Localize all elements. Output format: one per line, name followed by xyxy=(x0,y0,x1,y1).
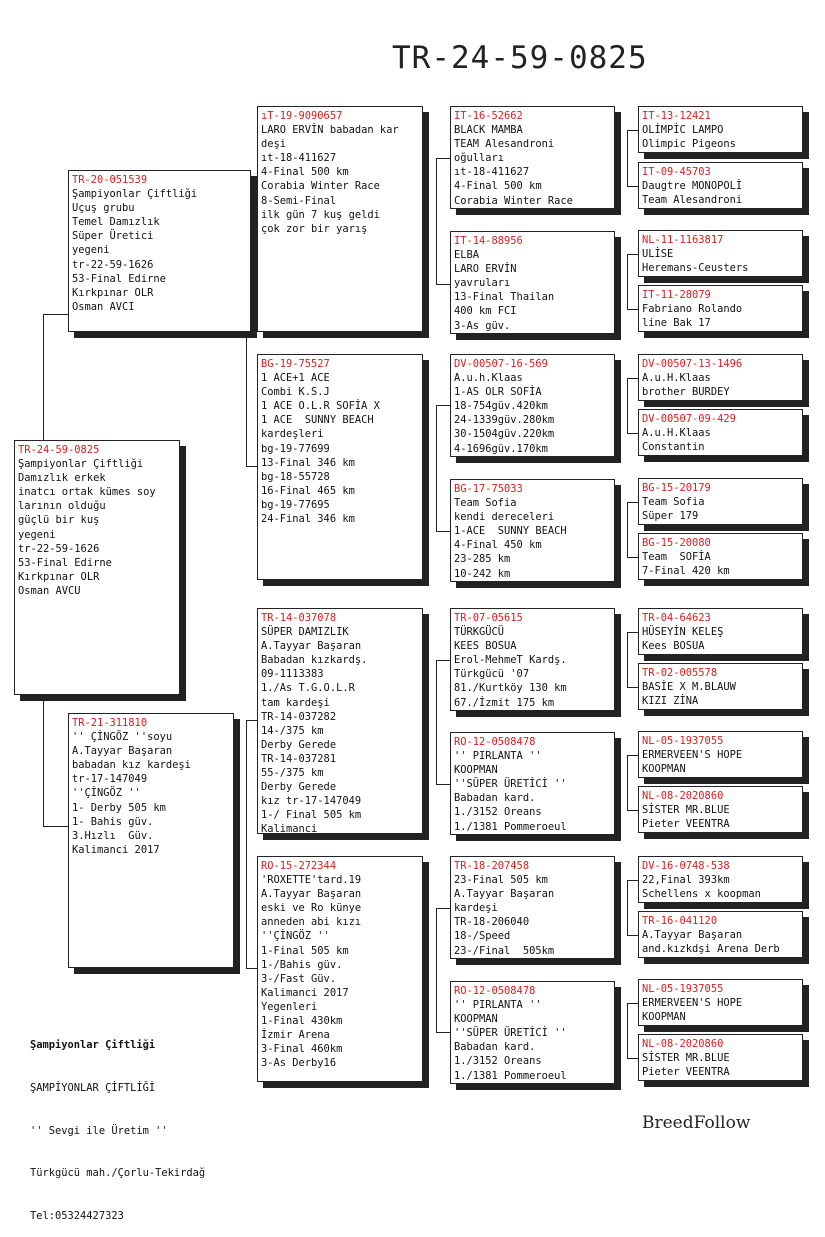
ring-number: DV-00507-13-1496 xyxy=(642,358,743,370)
card-line: 14-/375 km xyxy=(261,724,324,737)
card-g3-7[interactable] xyxy=(450,856,615,959)
card-line: Heremans-Ceusters xyxy=(642,262,749,275)
card-sire[interactable] xyxy=(68,170,251,332)
connector-line xyxy=(436,660,437,784)
connector-line xyxy=(627,130,628,186)
card-line: A.Tayyar Başaran xyxy=(72,745,173,758)
card-line: tam kardeşi xyxy=(261,696,330,709)
card-line: oğulları xyxy=(454,152,505,165)
connector-line xyxy=(627,687,638,688)
card-line: bg-19-77699 xyxy=(261,442,330,455)
card-line: ERMERVEEN'S HOPE xyxy=(642,997,743,1010)
breeder-name: Şampiyonlar Çiftliği xyxy=(30,1039,156,1052)
card-g3-2[interactable] xyxy=(450,231,615,334)
connector-line xyxy=(627,632,628,687)
card-line: deşi xyxy=(261,138,287,151)
card-line: kız tr-17-147049 xyxy=(261,795,362,808)
card-line: kardeşi xyxy=(454,902,498,915)
connector-line xyxy=(436,158,450,159)
card-g4-13[interactable] xyxy=(638,856,803,903)
card-line: Kees BOSUA xyxy=(642,640,705,653)
connector-line xyxy=(436,1032,450,1033)
ring-number: TR-14-037078 xyxy=(261,612,337,624)
card-line: A.u.H.Klaas xyxy=(642,372,711,385)
card-g4-6[interactable] xyxy=(638,409,803,456)
card-line: 24-1339güv.280km xyxy=(454,414,555,427)
card-g4-14[interactable] xyxy=(638,911,803,958)
card-g3-4[interactable] xyxy=(450,479,615,582)
ring-number: IT-13-12421 xyxy=(642,110,711,122)
ring-number: TR-18-207458 xyxy=(454,860,530,872)
connector-line xyxy=(436,784,450,785)
card-line: bg-18-55728 xyxy=(261,470,330,483)
connector-line xyxy=(627,309,638,310)
card-g3-6[interactable] xyxy=(450,732,615,835)
card-line: 23-285 km xyxy=(454,553,511,566)
card-line: 1./As T.G.O.L.R xyxy=(261,682,355,695)
card-line: '' PIRLANTA '' xyxy=(454,750,542,763)
card-line: Team Alesandroni xyxy=(642,194,743,207)
card-line: ''SÜPER ÜRETİCİ '' xyxy=(454,778,567,791)
card-line: OLİMPİC LAMPO xyxy=(642,124,724,137)
connector-line xyxy=(627,433,638,434)
card-line: 1-/ Final 505 km xyxy=(261,809,362,822)
card-line: 1 ACE SUNNY BEACH xyxy=(261,414,374,427)
card-line: ''ÇİNGÖZ '' xyxy=(72,787,141,800)
card-line: ''SÜPER ÜRETİCİ '' xyxy=(454,1027,567,1040)
card-line: Osman AVCI xyxy=(72,300,135,313)
connector-line xyxy=(627,632,638,633)
connector-line xyxy=(246,466,257,467)
connector-line xyxy=(627,502,628,557)
card-g4-16[interactable] xyxy=(638,1034,803,1081)
card-line: 1-ACE SUNNY BEACH xyxy=(454,525,567,538)
card-line: TR-14-037282 xyxy=(261,710,337,723)
card-line: ULİSE xyxy=(642,248,674,261)
connector-line xyxy=(627,378,628,433)
connector-line xyxy=(627,880,638,881)
card-line: Derby Gerede xyxy=(261,738,337,751)
card-g4-10[interactable] xyxy=(638,663,803,710)
card-line: A.Tayyar Başaran xyxy=(261,888,362,901)
card-line: 18-/Speed xyxy=(454,930,511,943)
ring-number: TR-04-64623 xyxy=(642,612,711,624)
card-line: 23-Final 505 km xyxy=(454,874,548,887)
card-line: inatcı ortak kümes soy xyxy=(18,486,156,499)
card-line: yegeni xyxy=(72,244,110,257)
card-line: 53-Final Edirne xyxy=(18,556,112,569)
card-line: Kalimanci xyxy=(261,823,318,834)
card-line: kardeşleri xyxy=(261,428,324,441)
card-line: Uçuş grubu xyxy=(72,202,135,215)
ring-number: NL-08-2020860 xyxy=(642,1038,724,1050)
card-dam[interactable] xyxy=(68,713,234,968)
connector-line xyxy=(436,158,437,284)
card-line: BASİE X M.BLAUW xyxy=(642,681,736,694)
connector-line xyxy=(627,755,628,810)
card-line: tr-17-147049 xyxy=(72,773,148,786)
ring-number: TR-20-051539 xyxy=(72,174,148,186)
card-line: ilk gün 7 kuş geldi xyxy=(261,208,380,221)
card-line: 24-Final 346 km xyxy=(261,513,355,526)
connector-line xyxy=(627,557,638,558)
card-line: ERMERVEEN'S HOPE xyxy=(642,749,743,762)
ring-number: BG-19-75527 xyxy=(261,358,330,370)
connector-line xyxy=(627,935,638,936)
card-line: İzmir Arena xyxy=(261,1029,330,1042)
connector-line xyxy=(627,186,638,187)
card-line: Babadan kızkardş. xyxy=(261,654,368,667)
card-line: Combi K.S.J xyxy=(261,386,330,399)
card-line: line Bak 17 xyxy=(642,317,711,330)
card-line: KOOPMAN xyxy=(642,763,686,776)
card-line: '' PIRLANTA '' xyxy=(454,999,542,1012)
card-line: A.Tayyar Başaran xyxy=(642,929,743,942)
card-line: Kırkpınar OLR xyxy=(72,286,154,299)
ring-number: BG-15-20080 xyxy=(642,537,711,549)
card-line: Olimpic Pigeons xyxy=(642,138,736,151)
card-line: babadan kız kardeşi xyxy=(72,759,191,772)
card-line: anneden abi kızı xyxy=(261,916,362,929)
ring-number: BG-17-75033 xyxy=(454,483,523,495)
ring-number: RO-12-0508478 xyxy=(454,985,536,997)
card-line: bg-19-77695 xyxy=(261,498,330,511)
card-line: 16-Final 465 km xyxy=(261,484,355,497)
card-line: tr-22-59-1626 xyxy=(18,542,100,555)
breeder-address: Türkgücü mah./Çorlu-Tekirdağ xyxy=(30,1167,206,1180)
card-line: Kalimanci 2017 xyxy=(261,986,349,999)
card-line: Schellens x koopman xyxy=(642,888,761,901)
connector-line xyxy=(436,405,437,531)
card-line: 3.Hızlı Güv. xyxy=(72,829,154,842)
card-line: LARO ERVİN babadan kar xyxy=(261,124,399,137)
card-line: Şampiyonlar Çiftliği xyxy=(18,458,144,471)
brand-logo: BreedFollow xyxy=(642,1113,751,1133)
ring-number: TR-02-005578 xyxy=(642,667,718,679)
card-g4-4[interactable] xyxy=(638,285,803,332)
card-line: 55-/375 km xyxy=(261,767,324,780)
card-line: 10-242 km xyxy=(454,567,511,580)
card-line: 'ROXETTE'tard.19 xyxy=(261,874,362,887)
connector-line xyxy=(246,720,257,721)
connector-line xyxy=(436,908,450,909)
card-line: eski ve Ro künye xyxy=(261,902,362,915)
card-line: SİSTER MR.BLUE xyxy=(642,804,730,817)
card-line: çok zor bir yarış xyxy=(261,222,368,235)
card-line: 3-As Derby16 xyxy=(261,1057,337,1070)
card-sire-sire[interactable] xyxy=(257,106,423,332)
card-subject[interactable] xyxy=(14,440,180,695)
connector-line xyxy=(627,502,638,503)
connector-line xyxy=(43,826,68,827)
breeder-info xyxy=(30,1010,205,1237)
ring-number: IT-11-28079 xyxy=(642,289,711,301)
card-line: 1./3152 Oreans xyxy=(454,806,542,819)
card-line: 30-1504güv.220km xyxy=(454,428,555,441)
card-line: ıt-18-411627 xyxy=(261,152,337,165)
card-line: 1-AS OLR SOFİA xyxy=(454,386,542,399)
ring-number: IT-09-45703 xyxy=(642,166,711,178)
ring-number: BG-15-20179 xyxy=(642,482,711,494)
card-line: 3-/Fast Güv. xyxy=(261,972,337,985)
ring-number: NL-08-2020860 xyxy=(642,790,724,802)
card-line: BLACK MAMBA xyxy=(454,124,523,137)
card-g4-2[interactable] xyxy=(638,162,803,209)
card-line: Pieter VEENTRA xyxy=(642,1066,730,1079)
connector-line xyxy=(627,254,638,255)
connector-line xyxy=(627,755,638,756)
card-line: 81./Kurtköy 130 km xyxy=(454,682,567,695)
connector-line xyxy=(43,314,68,315)
card-line: Derby Gerede xyxy=(261,781,337,794)
card-g3-5[interactable] xyxy=(450,608,615,711)
card-line: Corabia Winter Race xyxy=(261,180,380,193)
card-line: Team Sofia xyxy=(642,496,705,509)
card-line: '' ÇİNGÖZ ''soyu xyxy=(72,731,173,744)
connector-line xyxy=(436,405,450,406)
card-g4-15[interactable] xyxy=(638,979,803,1026)
ring-number: DV-00507-16-569 xyxy=(454,358,548,370)
card-line: Kalimanci 2017 xyxy=(72,843,160,856)
ring-number: RO-15-272344 xyxy=(261,860,337,872)
card-line: Babadan kard. xyxy=(454,1041,536,1054)
card-line: 400 km FCI xyxy=(454,305,517,318)
card-line: HÜSEYİN KELEŞ xyxy=(642,626,724,639)
card-g4-12[interactable] xyxy=(638,786,803,833)
card-line: KOOPMAN xyxy=(642,1011,686,1024)
ring-number: DV-00507-09-429 xyxy=(642,413,736,425)
connector-line xyxy=(246,720,247,968)
card-g4-8[interactable] xyxy=(638,533,803,580)
card-line: 1-Final 505 km xyxy=(261,944,349,957)
connector-line xyxy=(627,810,638,811)
card-line: 4-1696güv.170km xyxy=(454,442,548,455)
card-g4-5[interactable] xyxy=(638,354,803,401)
card-line: A.u.h.Klaas xyxy=(454,372,523,385)
card-line: 53-Final Edirne xyxy=(72,272,166,285)
card-line: 22,Final 393km xyxy=(642,874,730,887)
card-line: 1-Final 430km xyxy=(261,1015,343,1028)
card-line: 1- Derby 505 km xyxy=(72,801,166,814)
card-line: Şampiyonlar Çiftliği xyxy=(72,188,198,201)
connector-line xyxy=(627,880,628,935)
card-line: 4-Final 450 km xyxy=(454,539,542,552)
card-line: Babadan kard. xyxy=(454,792,536,805)
breeder-phone: Tel:05324427323 xyxy=(30,1209,124,1222)
card-line: 4-Final 500 km xyxy=(454,180,542,193)
card-line: Türkgücü '07 xyxy=(454,668,530,681)
card-line: 13-Final Thailan xyxy=(454,291,555,304)
card-line: LARO ERVİN xyxy=(454,263,517,276)
card-line: 18-754güv.420km xyxy=(454,400,548,413)
card-line: Temel Damızlık xyxy=(72,216,160,229)
connector-line xyxy=(436,531,450,532)
card-line: KOOPMAN xyxy=(454,764,498,777)
card-line: brother BURDEY xyxy=(642,386,730,399)
card-line: larının olduğu xyxy=(18,500,106,513)
card-g3-1[interactable] xyxy=(450,106,615,209)
breeder-name-caps: ŞAMPİYONLAR ÇİFTLİĞİ xyxy=(30,1082,156,1095)
connector-line xyxy=(436,284,450,285)
card-line: Osman AVCU xyxy=(18,584,81,597)
card-line: 09-1113383 xyxy=(261,668,324,681)
card-dam-sire[interactable] xyxy=(257,608,423,834)
card-g4-3[interactable] xyxy=(638,230,803,277)
ring-number: NL-05-1937055 xyxy=(642,983,724,995)
card-line: 8-Semi-Final xyxy=(261,194,337,207)
card-g4-1[interactable] xyxy=(638,106,803,153)
card-line: 3-As güv. xyxy=(454,319,511,332)
connector-line xyxy=(627,1003,638,1004)
ring-number: TR-07-05615 xyxy=(454,612,523,624)
connector-line xyxy=(627,254,628,309)
card-line: TR-18-206040 xyxy=(454,916,530,929)
card-g4-7[interactable] xyxy=(638,478,803,525)
card-line: güçlü bir kuş xyxy=(18,514,100,527)
pedigree-title: TR-24-59-0825 xyxy=(392,40,648,76)
card-line: TR-14-037281 xyxy=(261,752,337,765)
connector-line xyxy=(627,378,638,379)
card-line: Team Sofia xyxy=(454,497,517,510)
connector-line xyxy=(436,660,450,661)
card-line: 67./İzmit 175 km xyxy=(454,696,555,709)
card-line: 3-Final 460km xyxy=(261,1043,343,1056)
ring-number: TR-16-041120 xyxy=(642,915,718,927)
card-line: ''ÇİNGÖZ '' xyxy=(261,930,330,943)
card-line: ELBA xyxy=(454,249,480,262)
card-line: A.Tayyar Başaran xyxy=(454,888,555,901)
card-line: KOOPMAN xyxy=(454,1013,498,1026)
card-line: kendi dereceleri xyxy=(454,511,555,524)
card-line: SİSTER MR.BLUE xyxy=(642,1052,730,1065)
ring-number: IT-16-52662 xyxy=(454,110,523,122)
card-line: tr-22-59-1626 xyxy=(72,258,154,271)
card-line: ıt-18-411627 xyxy=(454,166,530,179)
card-line: 1- Bahis güv. xyxy=(72,815,154,828)
card-line: 4-Final 500 km xyxy=(261,166,349,179)
card-line: 1./3152 Oreans xyxy=(454,1055,542,1068)
card-line: Erol-MehmeT Kardş. xyxy=(454,654,567,667)
card-line: Yegenleri xyxy=(261,1000,318,1013)
card-line: Damızlık erkek xyxy=(18,472,106,485)
card-line: Daugtre MONOPOLİ xyxy=(642,180,743,193)
card-line: yegeni xyxy=(18,528,56,541)
card-g4-9[interactable] xyxy=(638,608,803,655)
ring-number: TR-21-311810 xyxy=(72,717,148,729)
connector-line xyxy=(627,1003,628,1058)
card-line: TÜRKGÜCÜ xyxy=(454,626,505,639)
card-line: Corabia Winter Race xyxy=(454,194,573,207)
card-line: Team SOFİA xyxy=(642,551,711,564)
card-line: 1./1381 Pommeroeul xyxy=(454,820,567,833)
card-dam-dam[interactable] xyxy=(257,856,423,1082)
card-line: A.Tayyar Başaran xyxy=(261,640,362,653)
ring-number: RO-12-0508478 xyxy=(454,736,536,748)
breeder-slogan: '' Sevgi ile Üretim '' xyxy=(30,1124,168,1137)
card-line: Süper Üretici xyxy=(72,230,154,243)
card-line: 7-Final 420 km xyxy=(642,565,730,578)
connector-line xyxy=(627,130,638,131)
connector-line xyxy=(436,908,437,1032)
card-line: A.u.H.Klaas xyxy=(642,427,711,440)
ring-number: IT-14-88956 xyxy=(454,235,523,247)
card-line: Süper 179 xyxy=(642,510,699,523)
card-line: 23-/Final 505km xyxy=(454,944,555,957)
card-line: yavruları xyxy=(454,277,511,290)
card-line: SÜPER DAMIZLIK xyxy=(261,626,349,639)
ring-number: NL-05-1937055 xyxy=(642,735,724,747)
card-line: Kırkpınar OLR xyxy=(18,570,100,583)
card-g3-8[interactable] xyxy=(450,981,615,1084)
card-line: Constantin xyxy=(642,441,705,454)
card-line: KIZI ZİNA xyxy=(642,695,699,708)
card-sire-dam[interactable] xyxy=(257,354,423,580)
card-line: KEES BOSUA xyxy=(454,640,517,653)
card-line: Fabriano Rolando xyxy=(642,303,743,316)
ring-number: ıT-19-9090657 xyxy=(261,110,343,122)
connector-line xyxy=(246,968,257,969)
card-line: 1 ACE O.L.R SOFİA X xyxy=(261,400,380,413)
card-line: Pieter VEENTRA xyxy=(642,818,730,831)
card-line: 1 ACE+1 ACE xyxy=(261,372,330,385)
connector-line xyxy=(627,1058,638,1059)
card-line: 1-/Bahis güv. xyxy=(261,958,343,971)
card-line: TEAM Alesandroni xyxy=(454,138,555,151)
ring-number: DV-16-0748-538 xyxy=(642,860,730,872)
card-line: and.kızkdşi Arena Derb xyxy=(642,943,780,956)
card-g4-11[interactable] xyxy=(638,731,803,778)
ring-number: TR-24-59-0825 xyxy=(18,444,100,456)
card-line: 1./1381 Pommeroeul xyxy=(454,1069,567,1082)
card-g3-3[interactable] xyxy=(450,354,615,457)
ring-number: NL-11-1163817 xyxy=(642,234,724,246)
card-line: 13-Final 346 km xyxy=(261,456,355,469)
